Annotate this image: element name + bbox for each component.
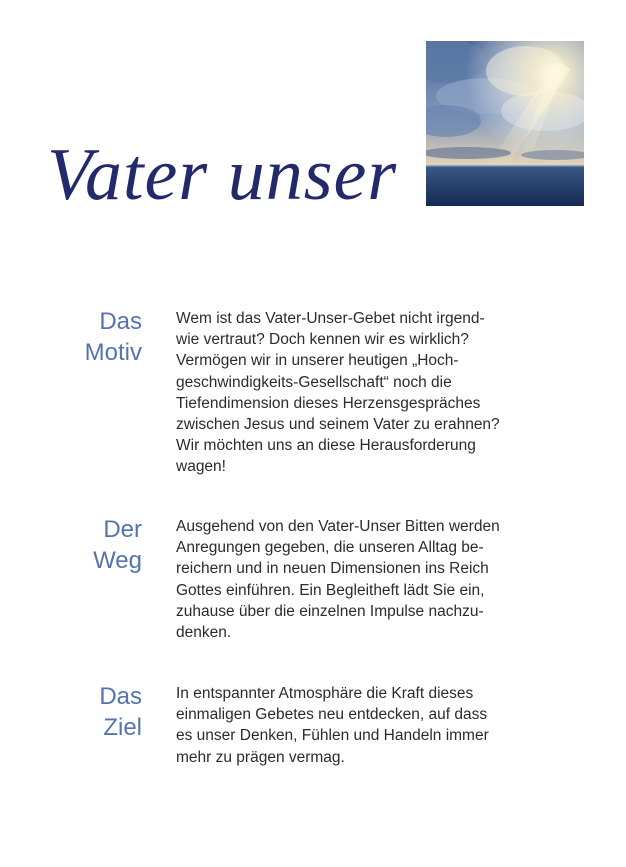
- text-line: wie vertraut? Doch kennen wir es wirklich?: [176, 331, 469, 349]
- label-line: Das: [99, 308, 142, 335]
- sky-sea-photo: [426, 41, 584, 206]
- page-title: Vater unser: [47, 134, 398, 216]
- text-line: zwischen Jesus und seinem Vater zu erahnen?: [176, 416, 500, 434]
- label-line: Der: [103, 516, 142, 543]
- label-line: Das: [99, 683, 142, 710]
- section-label: [85, 306, 142, 368]
- section-label: [93, 514, 142, 576]
- text-line: einmaligen Gebetes neu entdecken, auf dass: [176, 706, 488, 724]
- text-line: geschwindigkeits-Gesellschaft“ noch die: [176, 373, 452, 391]
- section-label: [99, 681, 142, 743]
- text-line: Vermögen wir in unserer heutigen „Hoch-: [176, 352, 459, 370]
- label-line: Weg: [93, 547, 142, 574]
- text-line: es unser Denken, Fühlen und Handeln immer: [176, 727, 489, 745]
- section-text: [176, 308, 536, 478]
- text-line: Anregungen gegeben, die unseren Alltag be-: [176, 539, 484, 557]
- text-line: mehr zu prägen vermag.: [176, 748, 345, 766]
- text-line: zuhause über die einzelnen Impulse nachzu-: [176, 602, 484, 620]
- text-line: Tiefendimension dieses Herzensgespräches: [176, 394, 481, 412]
- section-text: [176, 516, 536, 643]
- section-text: [176, 683, 536, 768]
- text-line: In entspannter Atmosphäre die Kraft dieses: [176, 685, 474, 702]
- text-line: Gottes einführen. Ein Begleitheft lädt Sie ein,: [176, 581, 485, 599]
- text-line: denken.: [176, 624, 232, 642]
- text-line: reichern und in neuen Dimensionen ins Reich: [176, 560, 489, 578]
- text-line: wagen!: [176, 458, 226, 476]
- text-line: Ausgehend von den Vater-Unser Bitten werden: [176, 518, 500, 535]
- label-line: Ziel: [103, 714, 142, 741]
- text-line: Wir möchten uns an diese Herausforderung: [176, 437, 476, 455]
- label-line: Motiv: [84, 339, 142, 366]
- text-line: Wem ist das Vater-Unser-Gebet nicht irgend-: [176, 310, 485, 327]
